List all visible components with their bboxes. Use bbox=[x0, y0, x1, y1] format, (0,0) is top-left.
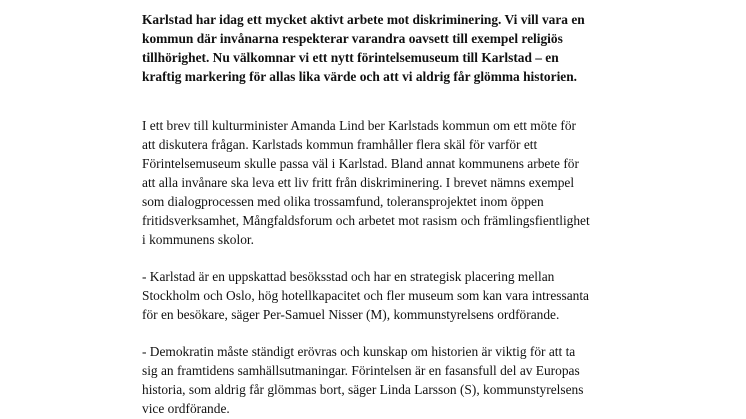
lead-line: Karlstad har idag ett mycket aktivt arbete mot diskriminering. Vi vill vara en bbox=[142, 12, 585, 27]
paragraph-line: vice ordförande. bbox=[142, 401, 230, 416]
paragraph-line: - Demokratin måste ständigt erövras och kunskap om historien är viktig för att ta bbox=[142, 344, 576, 359]
quote-paragraph-nisser bbox=[142, 267, 622, 324]
paragraph-line: i kommunens skolor. bbox=[142, 232, 254, 247]
paragraph-line: sig an framtidens samhällsutmaningar. Förintelsen är en fasansfull del av Europas bbox=[142, 363, 580, 378]
paragraph-line: Förintelsemuseum skulle passa väl i Karlstad. Bland annat kommunens arbete för bbox=[142, 156, 579, 171]
paragraph-line: att alla invånare ska leva ett liv fritt från diskriminering. I brevet nämns exempel bbox=[142, 175, 575, 190]
paragraph-line: som dialogprocessen med olika trossamfund, toleransprojektet inom öppen bbox=[142, 194, 544, 209]
quote-paragraph-larsson bbox=[142, 342, 622, 418]
paragraph-line: - Karlstad är en uppskattad besöksstad och har en strategisk placering mellan bbox=[142, 269, 555, 284]
paragraph-line: Stockholm och Oslo, hög hotellkapacitet och fler museum som kan vara intressanta bbox=[142, 288, 589, 303]
paragraph-line: för en besökare, säger Per-Samuel Nisser (M), kommunstyrelsens ordförande. bbox=[142, 307, 560, 322]
lead-line: kommun där invånarna respekterar varandra oavsett till exempel religiös bbox=[142, 31, 563, 46]
paragraph-line: att diskutera frågan. Karlstads kommun framhåller flera skäl för varför ett bbox=[142, 137, 538, 152]
lead-line: kraftig markering för allas lika värde och att vi aldrig får glömma historien. bbox=[142, 69, 578, 84]
lead-paragraph bbox=[142, 10, 622, 86]
paragraph-line: historia, som aldrig får glömmas bort, säger Linda Larsson (S), kommunstyrelsens bbox=[142, 382, 584, 397]
body-paragraph-letter bbox=[142, 116, 622, 249]
article-body bbox=[142, 10, 622, 418]
paragraph-line: I ett brev till kulturminister Amanda Lind ber Karlstads kommun om ett möte för bbox=[142, 118, 576, 133]
lead-line: tillhörighet. Nu välkomnar vi ett nytt förintelsemuseum till Karlstad – en bbox=[142, 50, 559, 65]
paragraph-line: fritidsverksamhet, Mångfaldsforum och arbetet mot rasism och främlingsfientlighet bbox=[142, 213, 590, 228]
